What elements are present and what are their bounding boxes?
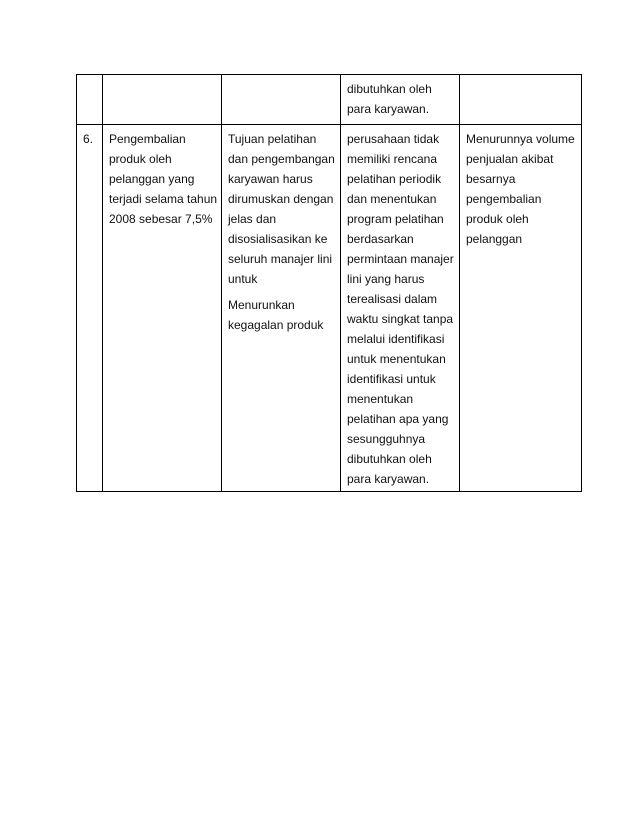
text-line: waktu singkat tanpa	[347, 312, 454, 326]
text-line: penjualan akibat	[466, 152, 554, 166]
cell-impact	[460, 75, 582, 125]
text-line: 2008 sebesar 7,5%	[109, 212, 213, 226]
text-line: Menurunkan	[228, 298, 295, 312]
text-line: Menurunnya volume	[466, 132, 575, 146]
text-line: terealisasi dalam	[347, 292, 438, 306]
text-line: Tujuan pelatihan	[228, 132, 317, 146]
text-line: pelanggan yang	[109, 172, 195, 186]
text-line: identifikasi untuk	[347, 372, 436, 386]
text-line: produk oleh	[466, 212, 529, 226]
text-line: sesungguhnya	[347, 432, 426, 446]
text-line: untuk	[228, 272, 258, 286]
text-line: seluruh manajer lini	[228, 252, 333, 266]
cell-number	[77, 125, 103, 492]
text-line: dibutuhkan oleh	[347, 452, 432, 466]
text-line: lini yang harus	[347, 272, 425, 286]
text-line: program pelatihan	[347, 212, 444, 226]
text-line: disosialisasikan ke	[228, 232, 328, 246]
findings-table	[76, 74, 582, 492]
text-line: melalui identifikasi	[347, 332, 445, 346]
cell-problem	[103, 75, 222, 125]
text-line: jelas dan	[228, 212, 277, 226]
text-line: pelatihan apa yang	[347, 412, 449, 426]
cell-objective	[222, 75, 341, 125]
table-row-6	[77, 125, 582, 492]
text-line: para karyawan.	[347, 472, 430, 486]
text-line: pelanggan	[466, 232, 523, 246]
text-line: untuk menentukan	[347, 352, 446, 366]
cell-cause	[341, 125, 460, 492]
text-line: karyawan harus	[228, 172, 313, 186]
cell-problem	[103, 125, 222, 492]
cell-impact	[460, 125, 582, 492]
text-line: Pengembalian	[109, 132, 186, 146]
text-line: memiliki rencana	[347, 152, 438, 166]
text-line: dan menentukan	[347, 192, 437, 206]
text-line: pelatihan periodik	[347, 172, 442, 186]
text-line: pengembalian	[466, 192, 542, 206]
cell-cause	[341, 75, 460, 125]
text-line: berdasarkan	[347, 232, 414, 246]
text-line: dibutuhkan oleh	[347, 82, 432, 96]
table-row-continued	[77, 75, 582, 125]
cell-number	[77, 75, 103, 125]
text-line: kegagalan produk	[228, 318, 324, 332]
cell-objective	[222, 125, 341, 492]
text-line: dan pengembangan	[228, 152, 335, 166]
row-number: 6.	[83, 132, 94, 146]
text-line: besarnya	[466, 172, 516, 186]
text-line: dirumuskan dengan	[228, 192, 334, 206]
text-line: produk oleh	[109, 152, 172, 166]
text-line: terjadi selama tahun	[109, 192, 218, 206]
text-line: para karyawan.	[347, 102, 430, 116]
text-line: perusahaan tidak	[347, 132, 440, 146]
text-line: permintaan manajer	[347, 252, 454, 266]
text-line: menentukan	[347, 392, 414, 406]
